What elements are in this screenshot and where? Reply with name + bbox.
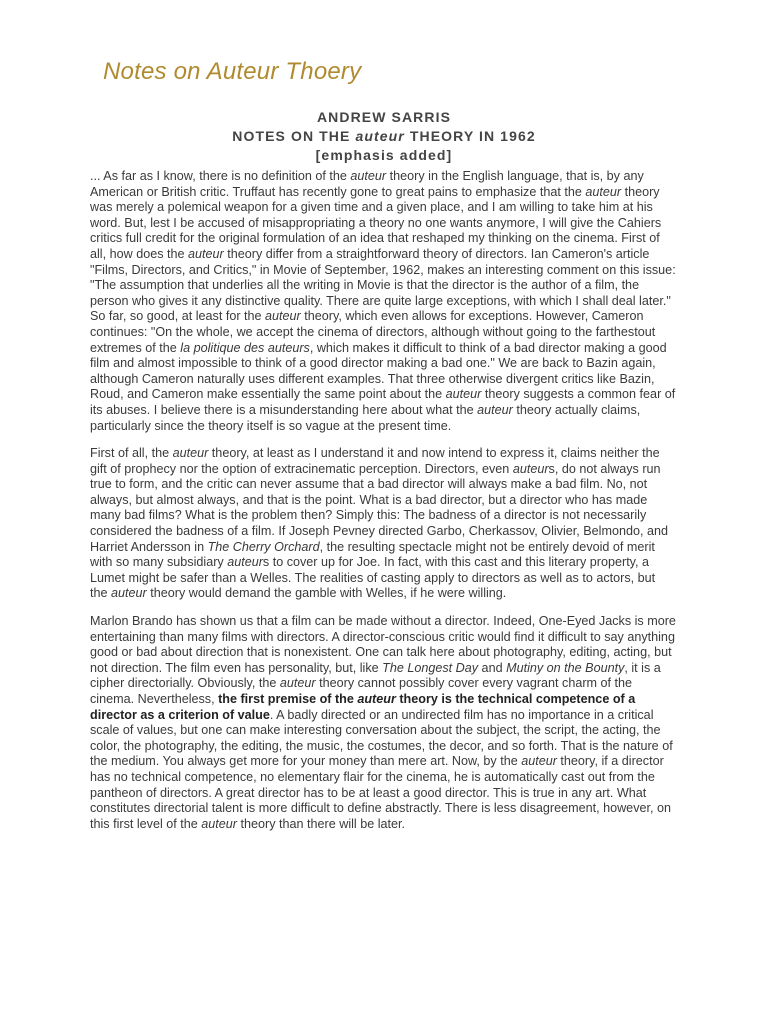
emphasis-note: [emphasis added] xyxy=(315,147,453,163)
paragraph-2: First of all, the auteur theory, at least as I understand it and now intend to express it, claims neither the gift of prophecy nor the option of extracinematic perception. Directors, even auteurs, do not always run true to form, and the critic can never assume that a bad director will always make a bad film. No, not always, but almost always, and that is the point. What is a bad director, but a director who has made many bad films? What is the problem then? Simply this: The badness of a director is not necessarily considered the badness of a film. If Joseph Pevney directed Garbo, Cherkassov, Olivier, Belmondo, and Harriet Andersson in The Cherry Orchard, the resulting spectacle might not be entirely devoid of merit with so many subsidiary auteurs to cover up for Joe. In fact, with this cast and this literary property, a Lumet might be safer than a Welles. The realities of casting apply to directors as well as to actors, but the auteur theory would demand the gamble with Welles, if he were willing. xyxy=(90,446,668,601)
paragraph-3: Marlon Brando has shown us that a film can be made without a director. Indeed, One-Eyed Jacks is more entertaining than many films with directors. A director-conscious critic would find it difficult to say anything good or bad about direction that is nonexistent. One can talk here about photography, editing, acting, but not direction. The film even has personality, but, like The Longest Day and Mutiny on the Bounty, it is a cipher directorially. Obviously, the auteur theory cannot possibly cover every vagrant charm of the cinema. Nevertheless, the first premise of the auteur theory is the technical competence of a director as a criterion of value. A badly directed or an undirected film has no importance in a critical scale of values, but one can make interesting conversation about the subject, the script, the acting, the color, the photography, the editing, the music, the costumes, the decor, and so forth. That is the nature of the medium. You always get more for your money than mere art. Now, by the auteur theory, if a director has no technical competence, no elementary flair for the cinema, he is automatically cast out from the pantheon of directors. A great director has to be at least a good director. This is true in any art. What constitutes directorial talent is more difficult to define abstractly. There is less disagreement, however, on this first level of the auteur theory than there will be later. xyxy=(90,614,676,831)
article-body xyxy=(90,169,676,844)
emphasized-premise: the first premise of the auteur theory is the technical competence of a director as a criterion of value xyxy=(90,692,636,722)
article-title: NOTES ON THE auteur THEORY IN 1962 xyxy=(232,128,536,144)
author-name: ANDREW SARRIS xyxy=(316,109,452,125)
article-header xyxy=(0,108,768,165)
page-title: Notes on Auteur Thoery xyxy=(103,58,362,85)
paragraph-1: ... As far as I know, there is no definition of the auteur theory in the English language, that is, by any American or British critic. Truffaut has recently gone to great pains to emphasize that the auteur theory was merely a polemical weapon for a given time and a given place, and I am willing to take him at his word. But, lest I be accused of misappropriating a theory no one wants anymore, I will give the Cahiers critics full credit for the original formulation of an idea that reshaped my thinking on the cinema. First of all, how does the auteur theory differ from a straightforward theory of directors. Ian Cameron's article "Films, Directors, and Critics," in Movie of September, 1962, makes an interesting comment on this issue: "The assumption that underlies all the writing in Movie is that the director is the author of a film, the person who gives it any distinctive quality. There are quite large exceptions, with which I shall deal later." So far, so good, at least for the auteur theory, which even allows for exceptions. However, Cameron continues: "On the whole, we accept the cinema of directors, although without going to the farthestout extremes of the la politique des auteurs, which makes it difficult to think of a bad director making a good film and almost impossible to think of a good director making a bad one." We are back to Bazin again, although Cameron naturally uses different examples. That three otherwise divergent critics like Bazin, Roud, and Cameron make essentially the same point about the auteur theory suggests a common fear of its abuses. I believe there is a misunderstanding here about what the auteur theory actually claims, particularly since the theory itself is so vague at the present time. xyxy=(90,169,676,433)
